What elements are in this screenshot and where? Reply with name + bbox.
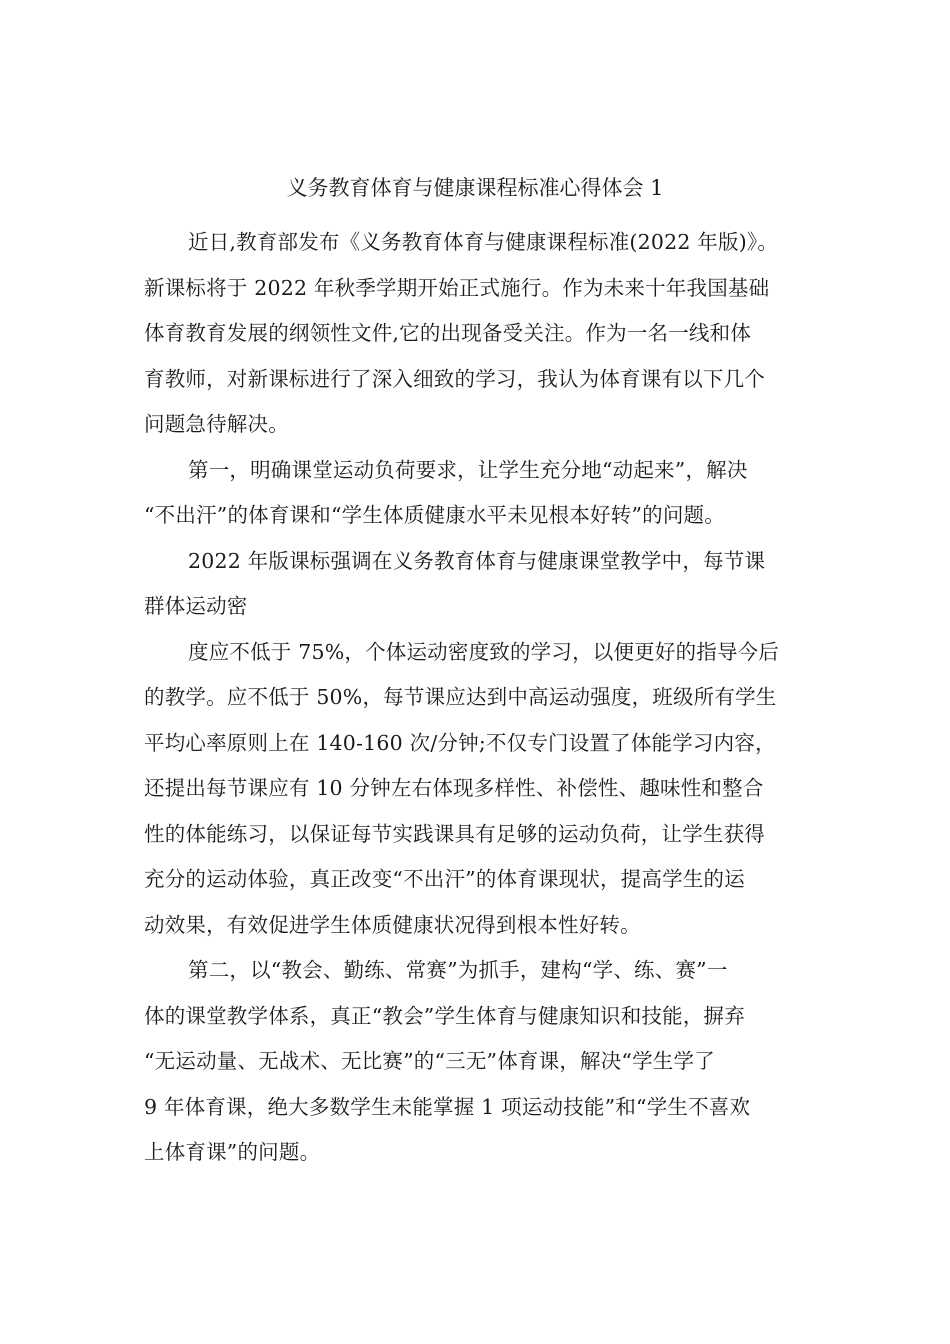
text-line: 群体运动密	[144, 594, 248, 618]
text-line: 第二，以“教会、勤练、常赛”为抓手，建构“学、练、赛”一	[188, 958, 728, 982]
text-line: 度应不低于 75%，个体运动密度致的学习，以便更好的指导今后	[188, 639, 780, 664]
text-line: 充分的运动体验，真正改变“不出汗”的体育课现状，提高学生的运	[144, 867, 745, 891]
text-line: 第一，明确课堂运动负荷要求，让学生充分地“动起来”，解决	[188, 457, 748, 482]
text-line: 体的课堂教学体系，真正“教会”学生体育与健康知识和技能，摒弃	[144, 1003, 745, 1028]
text-line: 9 年体育课，绝大多数学生未能掌握 1 项运动技能”和“学生不喜欢	[144, 1094, 751, 1119]
document-body	[144, 220, 810, 1176]
text-line: “不出汗”的体育课和“学生体质健康水平未见根本好转”的问题。	[144, 503, 725, 527]
text-line: “无运动量、无战术、无比赛”的“三无”体育课，解决“学生学了	[144, 1049, 715, 1073]
text-line: 近日,教育部发布《义务教育体育与健康课程标准(2022 年版)》。	[188, 230, 779, 254]
text-line: 2022 年版课标强调在义务教育体育与健康课堂教学中，每节课	[188, 548, 766, 573]
text-line: 新课标将于 2022 年秋季学期开始正式施行。作为未来十年我国基础	[144, 275, 770, 300]
text-line: 上体育课”的问题。	[144, 1140, 321, 1164]
text-line: 平均心率原则上在 140-160 次/分钟;不仅专门设置了体能学习内容，	[144, 730, 776, 755]
text-line: 育教师，对新课标进行了深入细致的学习，我认为体育课有以下几个	[144, 366, 765, 391]
text-line: 还提出每节课应有 10 分钟左右体现多样性、补偿性、趣味性和整合	[144, 776, 764, 800]
text-line: 体育教育发展的纲领性文件,它的出现备受关注。作为一名一线和体	[144, 321, 752, 345]
text-line: 性的体能练习，以保证每节实践课具有足够的运动负荷，让学生获得	[144, 821, 765, 846]
text-line: 的教学。应不低于 50%，每节课应达到中高运动强度，班级所有学生	[144, 685, 777, 709]
document-title: 义务教育体育与健康课程标准心得体会 1	[286, 176, 664, 200]
text-line: 动效果，有效促进学生体质健康状况得到根本性好转。	[144, 912, 641, 937]
text-line: 问题急待解决。	[144, 412, 289, 436]
